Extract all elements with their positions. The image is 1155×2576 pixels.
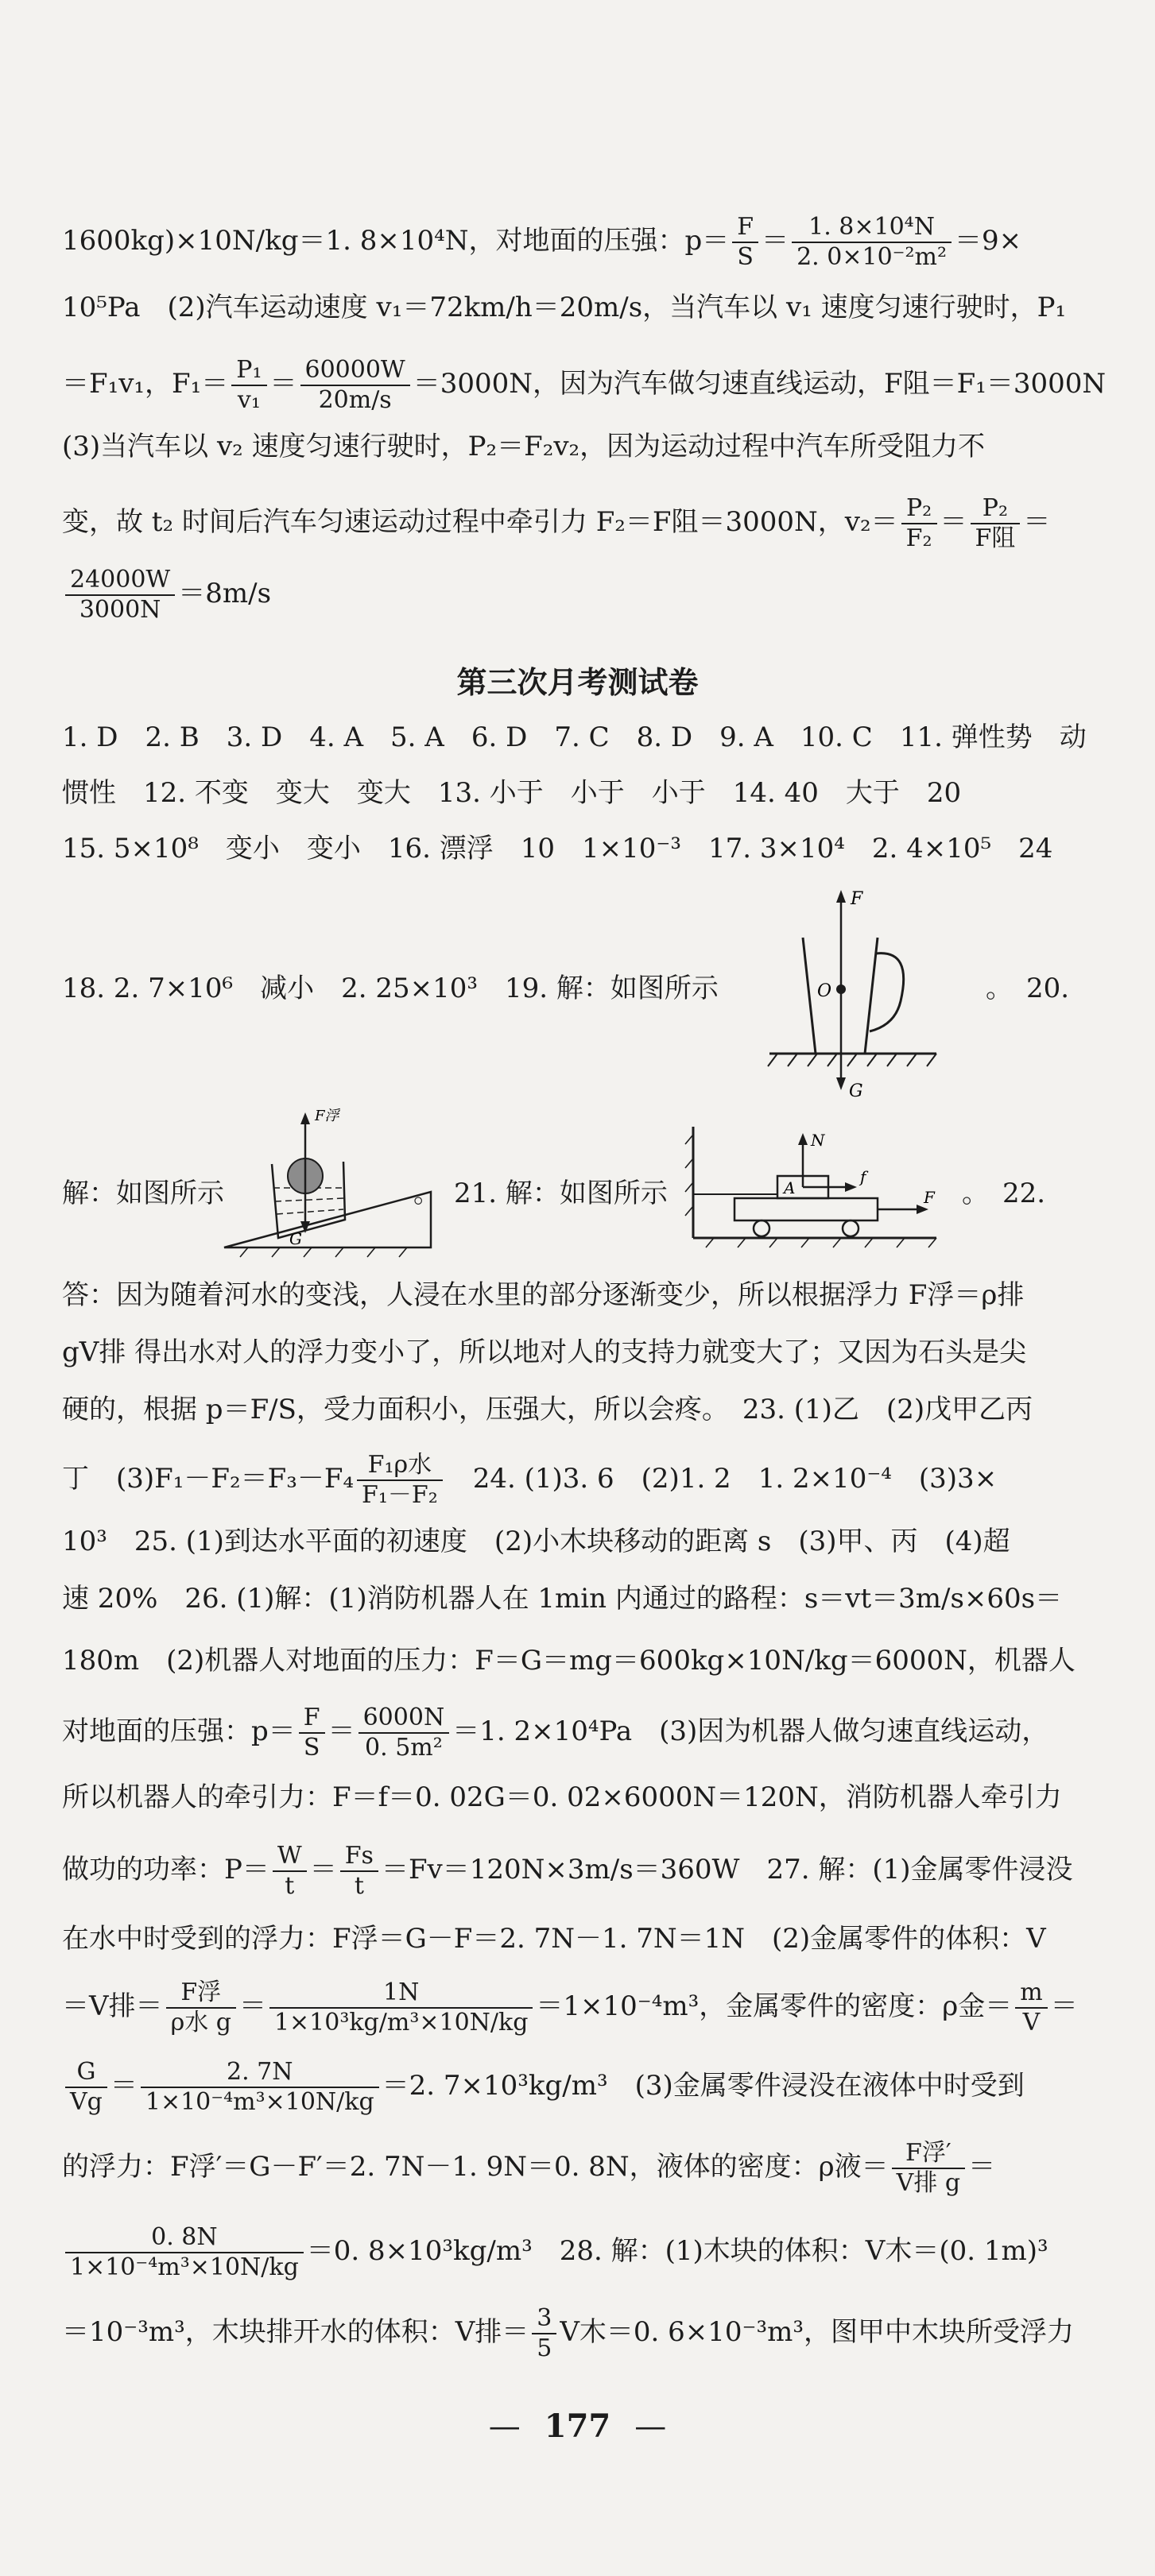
center-point <box>836 984 846 994</box>
text-line <box>62 1704 1095 1762</box>
text-run: ＝ <box>968 2151 996 2183</box>
text-line: 18. 2. 7×10⁶ 减小 2. 25×10³ 19. 解：如图所示 <box>62 973 719 1004</box>
page-number: 177 <box>544 2408 611 2445</box>
numerator: 1. 8×10⁴N <box>792 213 952 243</box>
numerator: F₁ρ水 <box>357 1451 443 1481</box>
text-line <box>62 1451 1095 1510</box>
table-hatching <box>768 1054 936 1066</box>
numerator: 60000W <box>300 356 410 386</box>
numerator: Fs <box>340 1842 378 1872</box>
numerator: F浮 <box>166 1978 236 2009</box>
arrowhead-down <box>836 1077 846 1090</box>
arrowhead-up <box>836 890 846 903</box>
text-line <box>62 2223 1095 2282</box>
section-title: 第三次月考测试卷 <box>456 665 699 700</box>
label-f: f <box>860 1167 866 1186</box>
incline <box>224 1192 431 1247</box>
denominator: 5 <box>537 2334 552 2362</box>
denominator: F₂ <box>905 524 932 552</box>
text-line: 10³ 25. (1)到达水平面的初速度 (2)小木块移动的距离 s (3)甲、丙 (4)超 <box>62 1526 1010 1557</box>
dash-left: — <box>488 2408 521 2445</box>
text-run: ＝ <box>328 1715 355 1747</box>
text-line: 惯性 12. 不变 变大 变大 13. 小于 小于 小于 14. 40 大于 20 <box>62 777 962 809</box>
numerator: F <box>732 213 758 243</box>
denominator: ρ水 g <box>170 2009 231 2036</box>
text-line <box>62 2139 1095 2198</box>
cart-body <box>734 1198 878 1220</box>
text-run: 做功的功率：P＝ <box>62 1854 269 1886</box>
denominator: 20m/s <box>318 386 392 414</box>
text-line: 10⁵Pa (2)汽车运动速度 v₁＝72km/h＝20m/s，当汽车以 v₁ 速度匀速行驶时，P₁ <box>62 292 1067 323</box>
denominator: 3000N <box>79 596 161 624</box>
fraction <box>231 356 266 415</box>
label-G: G <box>289 1229 302 1248</box>
denominator: V <box>1022 2009 1041 2036</box>
fraction <box>299 1704 325 1762</box>
denominator: t <box>354 1872 364 1900</box>
text-run: ＝0. 8×10³kg/m³ 28. 解：(1)木块的体积：V木＝(0. 1m)³ <box>306 2235 1048 2267</box>
text-run: ＝10⁻³m³，木块排开水的体积：V排＝ <box>62 2316 529 2348</box>
fraction <box>269 1978 533 2037</box>
page-number-row <box>0 2408 1155 2445</box>
numerator: F浮′ <box>892 2139 965 2169</box>
label-F: F <box>924 1188 935 1207</box>
fraction <box>901 494 937 553</box>
cart-wheel-left <box>754 1220 769 1236</box>
denominator: F阻 <box>975 524 1016 552</box>
text-run: ＝ <box>110 2070 138 2102</box>
text-line <box>62 494 1095 553</box>
denominator: V排 g <box>896 2169 961 2197</box>
text-run: 1600kg)×10N/kg＝1. 8×10⁴N，对地面的压强：p＝ <box>62 225 730 257</box>
text-line: 15. 5×10⁸ 变小 变小 16. 漂浮 10 1×10⁻³ 17. 3×10⁴ 2. 4×10⁵ 24 <box>62 833 1053 864</box>
denominator: 1×10³kg/m³×10N/kg <box>273 2009 529 2036</box>
fraction <box>971 494 1021 553</box>
fraction <box>65 2058 107 2117</box>
text-line: 180m (2)机器人对地面的压力：F＝G＝mg＝600kg×10N/kg＝6000N，机器人 <box>62 1645 1076 1677</box>
text-run: ＝Fv＝120N×3m/s＝360W 27. 解：(1)金属零件浸没 <box>381 1854 1073 1886</box>
numerator: F <box>299 1704 325 1734</box>
text-run: ＝3000N，因为汽车做匀速直线运动，F阻＝F₁＝3000N <box>413 368 1107 400</box>
fraction <box>65 566 175 625</box>
label-N: N <box>811 1131 825 1150</box>
text-run: ＝ <box>1050 1990 1078 2022</box>
numerator: P₂ <box>971 494 1021 524</box>
denominator: t <box>285 1872 295 1900</box>
text-run: 。 20. <box>986 973 1070 1004</box>
denominator: 1×10⁻⁴m³×10N/kg <box>145 2088 374 2116</box>
denominator: 2. 0×10⁻²m² <box>796 243 947 271</box>
text-run: 变，故 t₂ 时间后汽车匀速运动过程中牵引力 F₂＝F阻＝3000N，v₂＝ <box>62 506 898 538</box>
text-run: 。 22. <box>962 1178 1046 1209</box>
text-run: ＝1. 2×10⁴Pa (3)因为机器人做匀速直线运动， <box>452 1715 1049 1747</box>
arrowhead-up <box>798 1133 808 1145</box>
denominator: F₁－F₂ <box>362 1481 438 1509</box>
text-run: 丁 (3)F₁－F₂＝F₃－F₄ <box>62 1463 355 1495</box>
fraction <box>141 2058 379 2117</box>
text-run: 24. (1)3. 6 (2)1. 2 1. 2×10⁻⁴ (3)3× <box>445 1463 998 1495</box>
numerator: 24000W <box>65 566 175 596</box>
denominator: 0. 5m² <box>365 1734 443 1762</box>
numerator: P₂ <box>901 494 937 524</box>
text-run: ＝ <box>238 1990 266 2022</box>
fraction <box>273 1842 307 1901</box>
text-line <box>62 2058 1095 2117</box>
buoyancy-diagram <box>216 1104 447 1263</box>
text-line: gV排 得出水对人的浮力变小了，所以地对人的支持力就变大了；又因为石头是尖 <box>62 1336 1027 1368</box>
label-O: O <box>817 981 832 1001</box>
numerator: 3 <box>532 2304 556 2334</box>
text-run: ＝V排＝ <box>62 1990 163 2022</box>
dash-right: — <box>634 2408 667 2445</box>
text-line <box>62 2304 1095 2363</box>
fraction <box>65 2223 304 2282</box>
label-F: F <box>851 889 863 909</box>
label-F-buoyancy: F浮 <box>315 1108 339 1124</box>
text-run: 。 21. 解：如图所示 <box>413 1178 668 1209</box>
numerator: 2. 7N <box>141 2058 379 2088</box>
text-run: 对地面的压强：p＝ <box>62 1715 296 1747</box>
text-run: 解：如图所示 <box>62 1178 224 1209</box>
text-run: ＝1×10⁻⁴m³，金属零件的密度：ρ金＝ <box>536 1990 1013 2022</box>
fraction <box>532 2304 556 2363</box>
denominator: 1×10⁻⁴m³×10N/kg <box>70 2253 299 2281</box>
denominator: Vg <box>70 2088 103 2116</box>
numerator: 0. 8N <box>65 2223 304 2253</box>
arrowhead-up <box>300 1112 310 1124</box>
text-line <box>62 213 1095 272</box>
text-run: V木＝0. 6×10⁻³m³，图甲中木块所受浮力 <box>560 2316 1074 2348</box>
ground-hatching <box>706 1238 936 1247</box>
numerator: W <box>273 1842 307 1872</box>
text-run: ＝ <box>269 368 297 400</box>
text-line: 硬的，根据 p＝F/S，受力面积小，压强大，所以会疼。 23. (1)乙 (2)戊甲乙丙 <box>62 1394 1033 1425</box>
denominator: S <box>303 1734 320 1762</box>
text-line <box>62 1978 1095 2037</box>
incline-hatching <box>240 1247 407 1257</box>
cart-wheel-right <box>843 1220 858 1236</box>
fraction <box>300 356 410 415</box>
text-run: ＝ <box>762 225 789 257</box>
fraction <box>359 1704 450 1762</box>
text-line: 答：因为随着河水的变浅，人浸在水里的部分逐渐变少，所以根据浮力 F浮＝ρ排 <box>62 1279 1025 1311</box>
text-line: 在水中时受到的浮力：F浮＝G－F＝2. 7N－1. 7N＝1N (2)金属零件的体积：V <box>62 1923 1046 1955</box>
text-line <box>62 566 1095 625</box>
text-line: 1. D 2. B 3. D 4. A 5. A 6. D 7. C 8. D 9. A 10. C 11. 弹性势 动 <box>62 721 1087 753</box>
text-run: ＝9× <box>955 225 1022 257</box>
text-run: 的浮力：F浮′＝G－F′＝2. 7N－1. 9N＝0. 8N，液体的密度：ρ液＝ <box>62 2151 889 2183</box>
fraction <box>340 1842 378 1901</box>
fraction <box>1015 1978 1047 2037</box>
numerator: 1N <box>269 1978 533 2009</box>
numerator: m <box>1015 1978 1047 2009</box>
cup-force-diagram <box>754 882 960 1104</box>
label-A: A <box>784 1178 796 1197</box>
numerator: 6000N <box>359 1704 450 1734</box>
text-run: ＝ <box>1023 506 1051 538</box>
text-line: 速 20% 26. (1)解：(1)消防机器人在 1min 内通过的路程：s＝vt＝3m/s×60s＝ <box>62 1583 1063 1615</box>
fraction <box>892 2139 965 2198</box>
text-run: ＝ <box>940 506 967 538</box>
text-run: ＝ <box>309 1854 337 1886</box>
denominator: v₁ <box>237 386 261 414</box>
text-line: (3)当汽车以 v₂ 速度匀速行驶时，P₂＝F₂v₂，因为运动过程中汽车所受阻力不 <box>62 431 986 462</box>
text-line <box>62 356 1107 415</box>
fraction <box>357 1451 443 1510</box>
cart-friction-diagram <box>682 1119 952 1254</box>
numerator: P₁ <box>231 356 266 386</box>
numerator: G <box>65 2058 107 2088</box>
arrowhead-right <box>845 1182 857 1192</box>
text-run: ＝F₁v₁，F₁＝ <box>62 368 229 400</box>
text-run: ＝2. 7×10³kg/m³ (3)金属零件浸没在液体中时受到 <box>382 2070 1025 2102</box>
text-line: 所以机器人的牵引力：F＝f＝0. 02G＝0. 02×6000N＝120N，消防机器人牵引力 <box>62 1781 1062 1813</box>
fraction <box>792 213 952 272</box>
denominator: S <box>737 243 754 271</box>
fraction <box>732 213 758 272</box>
text-run: ＝8m/s <box>178 578 272 609</box>
label-G: G <box>849 1081 863 1101</box>
fraction <box>166 1978 236 2037</box>
text-line <box>62 1842 1095 1901</box>
